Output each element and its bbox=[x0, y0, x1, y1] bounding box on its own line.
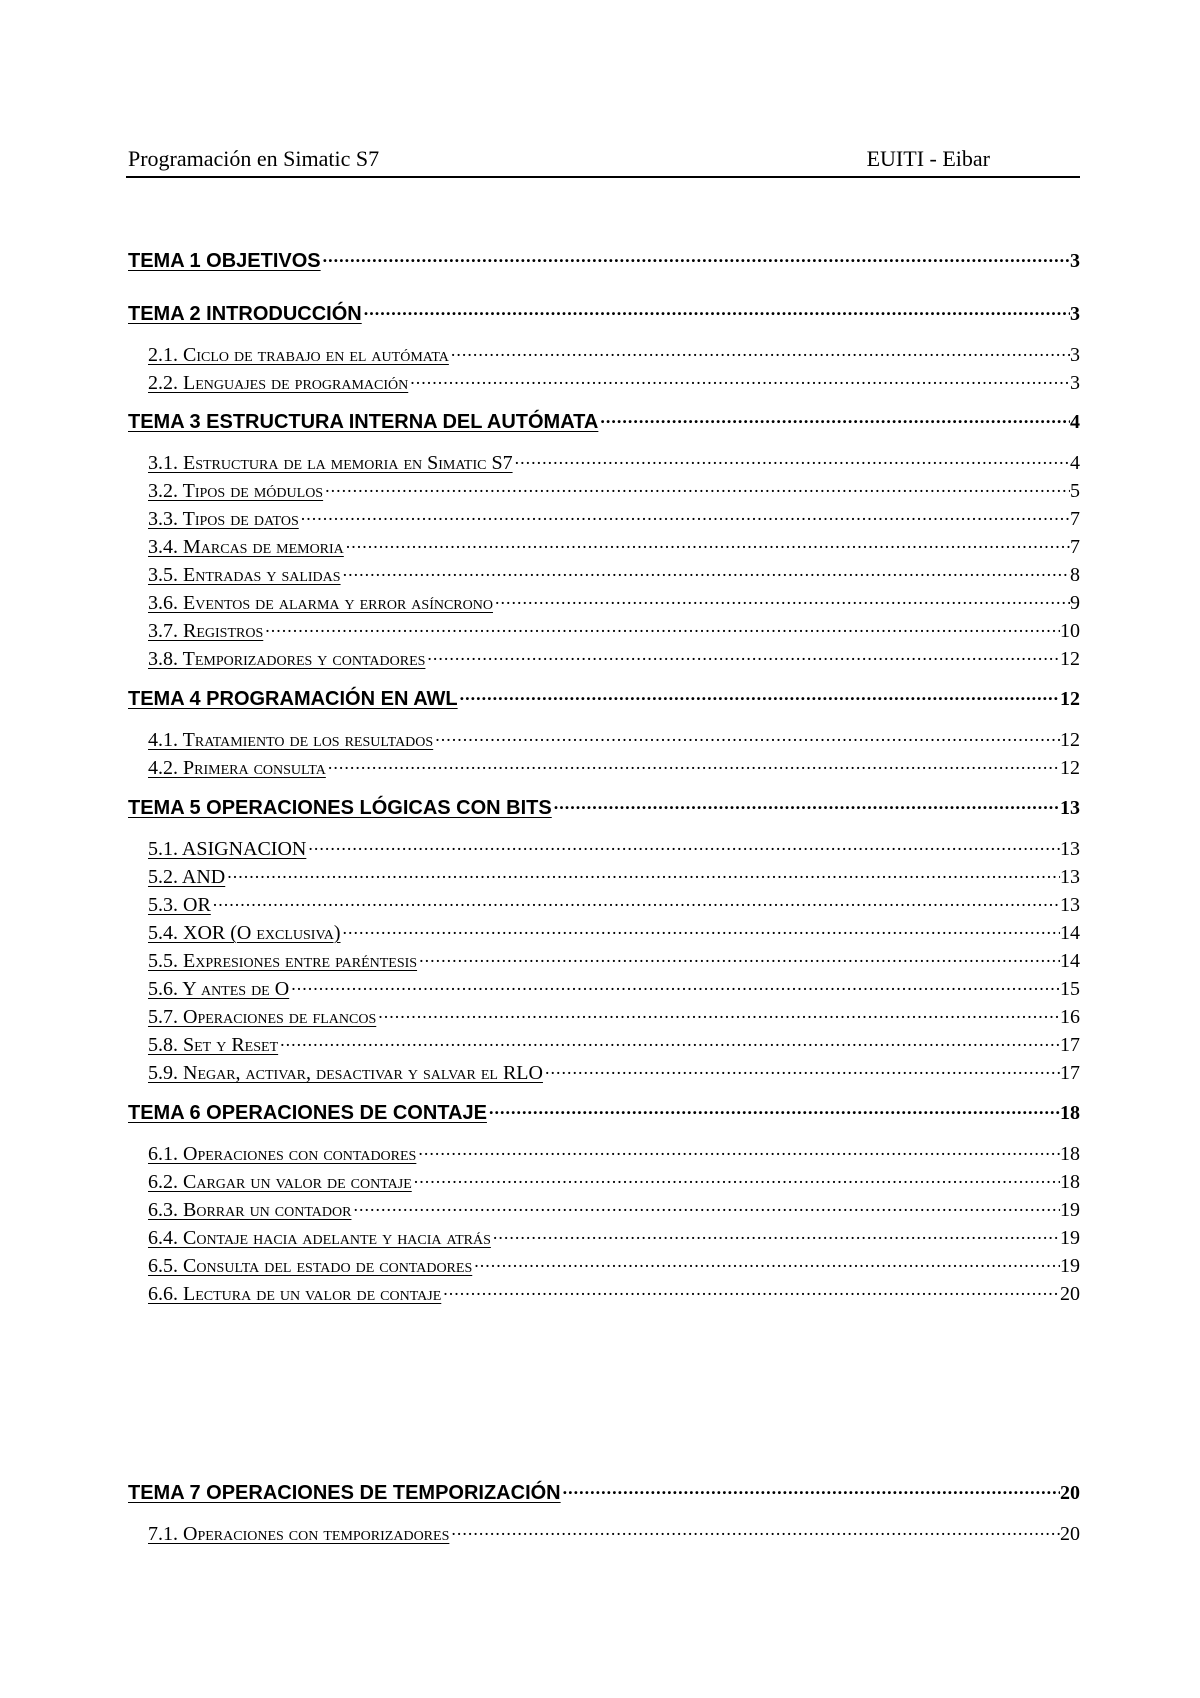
toc-entry-label: 5.3. OR bbox=[148, 894, 211, 916]
toc-entry-page: 10 bbox=[1060, 620, 1080, 642]
toc-entry-page: 3 bbox=[1070, 372, 1080, 394]
toc-entry-label: 5.8. Set y Reset bbox=[148, 1034, 279, 1056]
toc-entry-label: 3.2. Tipos de módulos bbox=[148, 480, 324, 502]
toc-entry-label: 3.3. Tipos de datos bbox=[148, 508, 299, 530]
toc-entry-label: 2.1. Ciclo de trabajo en el autómata bbox=[148, 344, 449, 366]
toc-entry-label: 3.6. Eventos de alarma y error asíncrono bbox=[148, 592, 493, 614]
toc-leader-dots bbox=[326, 752, 1060, 774]
toc-leader-dots bbox=[425, 643, 1060, 665]
toc-entry-page: 5 bbox=[1070, 480, 1080, 502]
toc-entry-label: 6.4. Contaje hacia adelante y hacia atrás bbox=[148, 1227, 491, 1249]
toc-entry-label: 7.1. Operaciones con temporizadores bbox=[148, 1523, 450, 1545]
toc-entry-page: 18 bbox=[1060, 1171, 1080, 1193]
toc-entry-page: 12 bbox=[1060, 648, 1080, 670]
toc-entry-label: TEMA 6 OPERACIONES DE CONTAJE bbox=[128, 1102, 487, 1124]
toc-entry-label: 3.7. Registros bbox=[148, 620, 264, 642]
toc-entry-5-2[interactable] bbox=[148, 861, 1080, 889]
toc-leader-dots bbox=[449, 1518, 1060, 1540]
toc-entry-page: 14 bbox=[1060, 922, 1080, 944]
toc-entry-6-5[interactable] bbox=[148, 1250, 1080, 1278]
toc-entry-3-2[interactable] bbox=[148, 475, 1080, 503]
toc-leader-dots bbox=[376, 1001, 1060, 1023]
toc-entry-3-1[interactable] bbox=[148, 447, 1080, 475]
toc-entry-page: 18 bbox=[1060, 1143, 1080, 1165]
toc-entry-label: 5.4. XOR (O exclusiva) bbox=[148, 922, 341, 944]
toc-entry-label: 3.5. Entradas y salidas bbox=[148, 564, 341, 586]
toc-leader-dots bbox=[513, 447, 1070, 469]
toc-entry-page: 19 bbox=[1060, 1227, 1080, 1249]
toc-leader-dots bbox=[321, 245, 1070, 267]
toc-entry-5-1[interactable] bbox=[148, 833, 1080, 861]
toc-entry-4-2[interactable] bbox=[148, 752, 1080, 780]
toc-entry-page: 18 bbox=[1060, 1102, 1080, 1124]
toc-entry-6-6[interactable] bbox=[148, 1278, 1080, 1306]
toc-leader-dots bbox=[561, 1477, 1060, 1499]
toc-leader-dots bbox=[552, 792, 1060, 814]
toc-entry-page: 17 bbox=[1060, 1034, 1080, 1056]
toc-entry-page: 4 bbox=[1070, 411, 1080, 433]
toc-entry-page: 20 bbox=[1060, 1523, 1080, 1545]
toc-entry-page: 13 bbox=[1060, 838, 1080, 860]
toc-entry-page: 20 bbox=[1060, 1482, 1080, 1504]
toc-entry-label: TEMA 4 PROGRAMACIÓN EN AWL bbox=[128, 688, 458, 710]
toc-entry-page: 13 bbox=[1060, 797, 1080, 819]
toc-entry-label: 4.1. Tratamiento de los resultados bbox=[148, 729, 434, 751]
toc-leader-dots bbox=[493, 587, 1070, 609]
toc-entry-page: 13 bbox=[1060, 894, 1080, 916]
toc-entry-label: 3.4. Marcas de memoria bbox=[148, 536, 344, 558]
toc-entry-3-3[interactable] bbox=[148, 503, 1080, 531]
toc-entry-tema-4[interactable] bbox=[128, 683, 1080, 711]
toc-entry-page: 3 bbox=[1070, 303, 1080, 325]
toc-entry-5-7[interactable] bbox=[148, 1001, 1080, 1029]
toc-entry-label: 3.8. Temporizadores y contadores bbox=[148, 648, 426, 670]
toc-entry-3-8[interactable] bbox=[148, 643, 1080, 671]
toc-entry-3-7[interactable] bbox=[148, 615, 1080, 643]
toc-entry-label: TEMA 7 OPERACIONES DE TEMPORIZACIÓN bbox=[128, 1482, 561, 1504]
toc-entry-3-5[interactable] bbox=[148, 559, 1080, 587]
toc-leader-dots bbox=[341, 917, 1060, 939]
toc-leader-dots bbox=[351, 1194, 1060, 1216]
toc-leader-dots bbox=[449, 339, 1070, 361]
toc-leader-dots bbox=[278, 1029, 1060, 1051]
toc-entry-2-1[interactable] bbox=[148, 339, 1080, 367]
toc-entry-label: 6.3. Borrar un contador bbox=[148, 1199, 352, 1221]
toc-leader-dots bbox=[306, 833, 1060, 855]
toc-leader-dots bbox=[323, 475, 1070, 497]
toc-leader-dots bbox=[341, 559, 1070, 581]
toc-leader-dots bbox=[487, 1097, 1060, 1119]
toc-entry-label: 2.2. Lenguajes de programación bbox=[148, 372, 409, 394]
toc-entry-6-4[interactable] bbox=[148, 1222, 1080, 1250]
toc-entry-4-1[interactable] bbox=[148, 724, 1080, 752]
toc-leader-dots bbox=[362, 298, 1070, 320]
toc-entry-5-9[interactable] bbox=[148, 1057, 1080, 1085]
toc-entry-label: 6.5. Consulta del estado de contadores bbox=[148, 1255, 473, 1277]
toc-entry-6-2[interactable] bbox=[148, 1166, 1080, 1194]
toc-entry-page: 8 bbox=[1070, 564, 1080, 586]
toc-entry-label: 6.1. Operaciones con contadores bbox=[148, 1143, 417, 1165]
toc-entry-page: 19 bbox=[1060, 1199, 1080, 1221]
toc-entry-page: 3 bbox=[1070, 250, 1080, 272]
toc-leader-dots bbox=[441, 1278, 1060, 1300]
toc-entry-page: 7 bbox=[1070, 508, 1080, 530]
toc-leader-dots bbox=[263, 615, 1060, 637]
toc-entry-page: 15 bbox=[1060, 978, 1080, 1000]
toc-entry-tema-3[interactable] bbox=[128, 406, 1080, 434]
toc-entry-page: 12 bbox=[1060, 757, 1080, 779]
toc-entry-tema-6[interactable] bbox=[128, 1097, 1080, 1125]
page-header bbox=[126, 146, 1080, 178]
toc-entry-7-1[interactable] bbox=[148, 1518, 1080, 1546]
toc-entry-label: 6.6. Lectura de un valor de contaje bbox=[148, 1283, 442, 1305]
toc-leader-dots bbox=[225, 861, 1060, 883]
toc-leader-dots bbox=[491, 1222, 1060, 1244]
toc-entry-5-6[interactable] bbox=[148, 973, 1080, 1001]
toc-entry-5-8[interactable] bbox=[148, 1029, 1080, 1057]
toc-entry-page: 19 bbox=[1060, 1255, 1080, 1277]
toc-entry-label: TEMA 1 OBJETIVOS bbox=[128, 250, 321, 272]
toc-entry-page: 16 bbox=[1060, 1006, 1080, 1028]
toc-entry-page: 9 bbox=[1070, 592, 1080, 614]
toc-entry-tema-5[interactable] bbox=[128, 792, 1080, 820]
toc-entry-label: 4.2. Primera consulta bbox=[148, 757, 326, 779]
toc-entry-label: 6.2. Cargar un valor de contaje bbox=[148, 1171, 412, 1193]
toc-leader-dots bbox=[458, 683, 1060, 705]
toc-entry-tema-1[interactable] bbox=[128, 245, 1080, 273]
toc-entry-page: 13 bbox=[1060, 866, 1080, 888]
toc-leader-dots bbox=[417, 945, 1060, 967]
toc-entry-6-1[interactable] bbox=[148, 1138, 1080, 1166]
toc-entry-page: 17 bbox=[1060, 1062, 1080, 1084]
toc-leader-dots bbox=[543, 1057, 1060, 1079]
toc-entry-5-4[interactable] bbox=[148, 917, 1080, 945]
toc-leader-dots bbox=[344, 531, 1070, 553]
toc-entry-5-5[interactable] bbox=[148, 945, 1080, 973]
toc-leader-dots bbox=[289, 973, 1060, 995]
toc-entry-page: 12 bbox=[1060, 688, 1080, 710]
toc-leader-dots bbox=[472, 1250, 1060, 1272]
toc-leader-dots bbox=[416, 1138, 1060, 1160]
toc-entry-6-3[interactable] bbox=[148, 1194, 1080, 1222]
toc-leader-dots bbox=[408, 367, 1070, 389]
toc-leader-dots bbox=[433, 724, 1060, 746]
toc-entry-tema-2[interactable] bbox=[128, 298, 1080, 326]
header-title: Programación en Simatic S7 bbox=[128, 146, 380, 171]
toc-entry-page: 7 bbox=[1070, 536, 1080, 558]
toc-entry-label: 5.7. Operaciones de flancos bbox=[148, 1006, 377, 1028]
toc-entry-page: 12 bbox=[1060, 729, 1080, 751]
toc-entry-3-4[interactable] bbox=[148, 531, 1080, 559]
toc-entry-page: 4 bbox=[1070, 452, 1080, 474]
toc-entry-2-2[interactable] bbox=[148, 367, 1080, 395]
toc-entry-label: 3.1. Estructura de la memoria en Simatic S7 bbox=[148, 452, 513, 474]
toc-entry-label: TEMA 5 OPERACIONES LÓGICAS CON BITS bbox=[128, 797, 552, 819]
toc-entry-label: 5.5. Expresiones entre paréntesis bbox=[148, 950, 418, 972]
toc-leader-dots bbox=[598, 406, 1070, 428]
toc-leader-dots bbox=[412, 1166, 1060, 1188]
toc-entry-5-3[interactable] bbox=[148, 889, 1080, 917]
toc-entry-label: 5.9. Negar, activar, desactivar y salvar el RLO bbox=[148, 1062, 543, 1084]
toc-entry-label: 5.1. ASIGNACION bbox=[148, 838, 307, 860]
toc-leader-dots bbox=[211, 889, 1060, 911]
toc-entry-tema-7[interactable] bbox=[128, 1477, 1080, 1505]
toc-entry-page: 14 bbox=[1060, 950, 1080, 972]
toc-entry-page: 3 bbox=[1070, 344, 1080, 366]
toc-entry-label: 5.2. AND bbox=[148, 866, 226, 888]
toc-entry-label: TEMA 3 ESTRUCTURA INTERNA DEL AUTÓMATA bbox=[128, 411, 599, 433]
toc-entry-label: 5.6. Y antes de O bbox=[148, 978, 290, 1000]
toc-entry-3-6[interactable] bbox=[148, 587, 1080, 615]
toc-entry-label: TEMA 2 INTRODUCCIÓN bbox=[128, 303, 362, 325]
toc-leader-dots bbox=[299, 503, 1070, 525]
toc-entry-page: 20 bbox=[1060, 1283, 1080, 1305]
header-institution: EUITI - Eibar bbox=[866, 146, 990, 171]
